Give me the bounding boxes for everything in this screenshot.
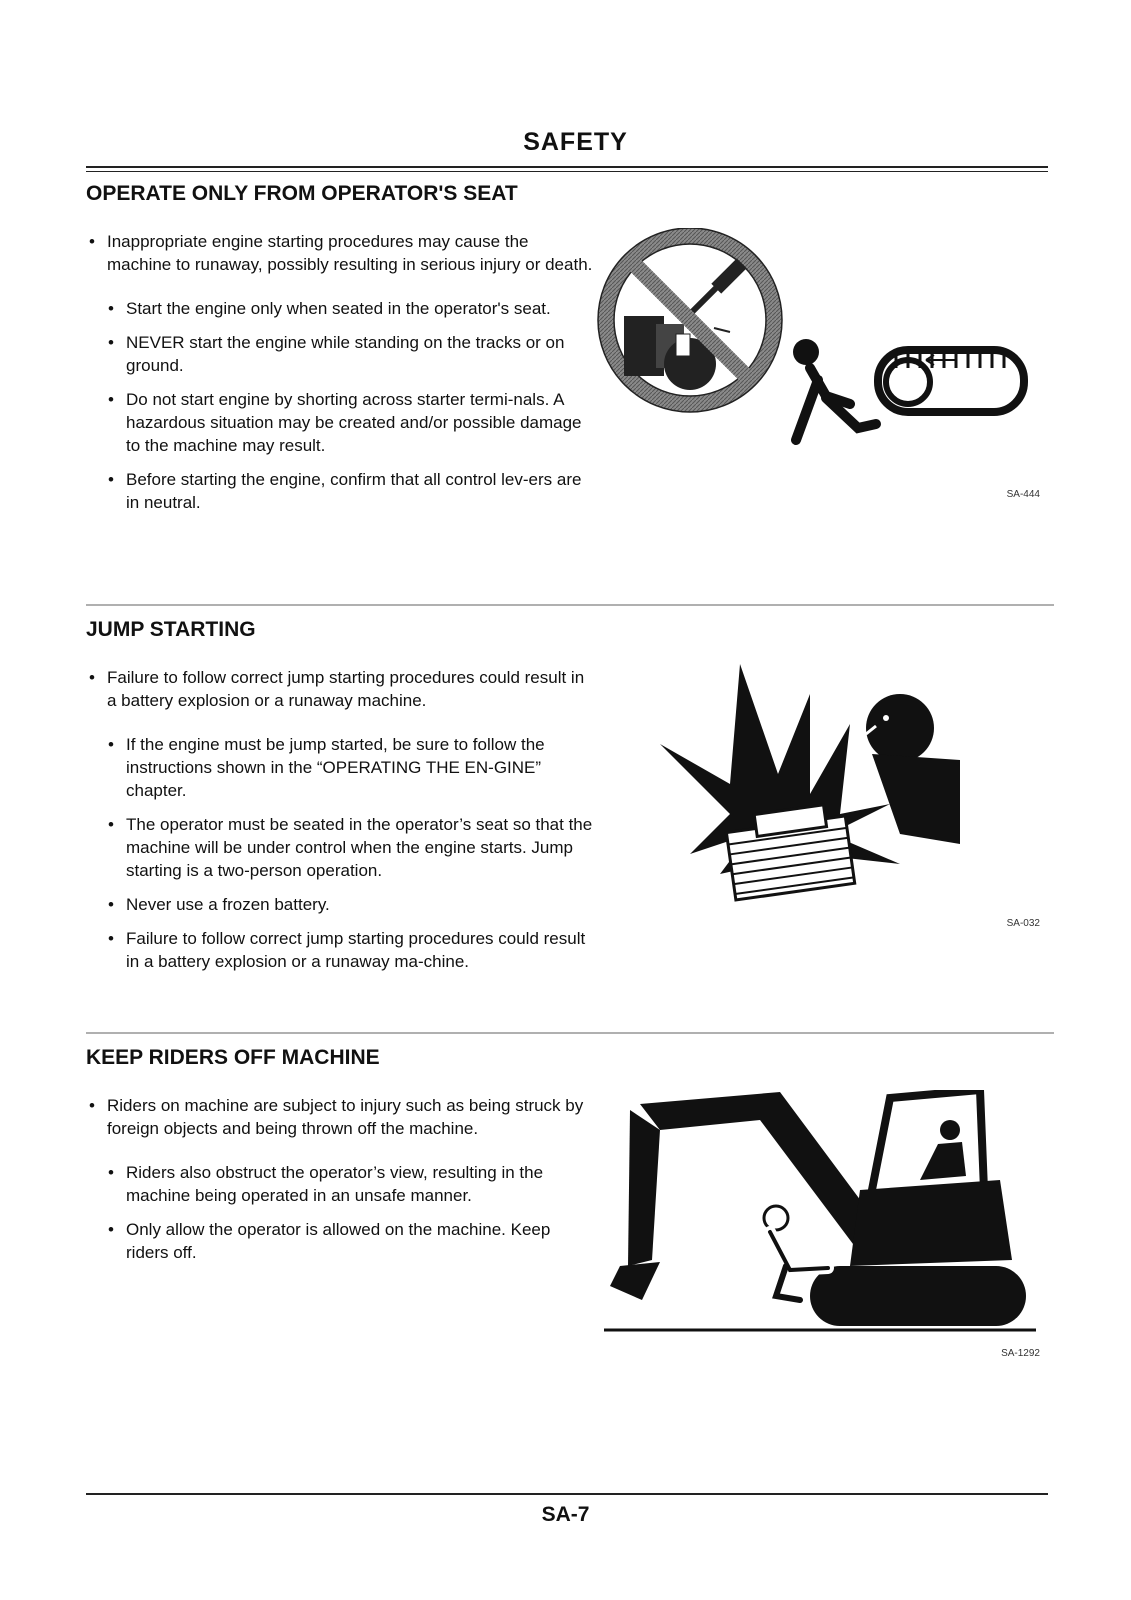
section-divider [86,604,1054,606]
bullet-sub: • Never use a frozen battery. [105,893,596,916]
section-body-operate-from-seat [86,230,596,514]
bullet-intro: • Failure to follow correct jump starting procedures could result in a battery explosion or a runaway machine. [86,666,596,712]
page-number: SA-7 [541,1503,590,1526]
header-rule [86,166,1048,168]
figure-code: SA-032 [1006,918,1040,929]
bullet-sub: • Start the engine only when seated in the operator's seat. [105,297,596,320]
bullet-sub: • Before starting the engine, confirm that all control lev-ers are in neutral. [105,468,596,514]
excavator-rider-illustration [600,1090,1040,1350]
bullet-sub: • NEVER start the engine while standing on the tracks or on ground. [105,331,596,377]
bullet-intro: • Riders on machine are subject to injury such as being struck by foreign objects and being thrown off the machine. [86,1094,596,1140]
footer-rule [86,1493,1048,1495]
battery-explosion-illustration [660,664,970,914]
bullet-intro: • Inappropriate engine starting procedures may cause the machine to runaway, possibly resulting in serious injury or death. [86,230,596,276]
bullet-sub: • Failure to follow correct jump starting procedures could result in a battery explosion or a runaway ma-chine. [105,927,596,973]
bullet-sub: • Only allow the operator is allowed on the machine. Keep riders off. [105,1218,596,1264]
page-title: SAFETY [523,128,628,156]
bullet-sub: • Do not start engine by shorting across starter termi-nals. A hazardous situation may be created and/or possible damage to the machine may result. [105,388,596,457]
section-divider [86,1032,1054,1034]
bullet-sub: • If the engine must be jump started, be sure to follow the instructions shown in the “OPERATING THE EN-GINE” chapter. [105,733,596,802]
section-body-jump-starting [86,666,596,973]
header-rule-thin [86,171,1048,172]
figure-code: SA-444 [1006,489,1040,500]
section-title-operate-from-seat: OPERATE ONLY FROM OPERATOR'S SEAT [86,182,518,205]
section-body-keep-riders-off [86,1094,596,1264]
no-shorting-starter-illustration [596,228,1036,488]
section-title-jump-starting: JUMP STARTING [86,618,256,641]
bullet-sub: • Riders also obstruct the operator’s view, resulting in the machine being operated in an unsafe manner. [105,1161,596,1207]
section-title-keep-riders-off: KEEP RIDERS OFF MACHINE [86,1046,380,1069]
bullet-sub: • The operator must be seated in the operator’s seat so that the machine will be under control when the engine starts. Jump starting is a two-person operation. [105,813,596,882]
figure-code: SA-1292 [1001,1348,1040,1359]
